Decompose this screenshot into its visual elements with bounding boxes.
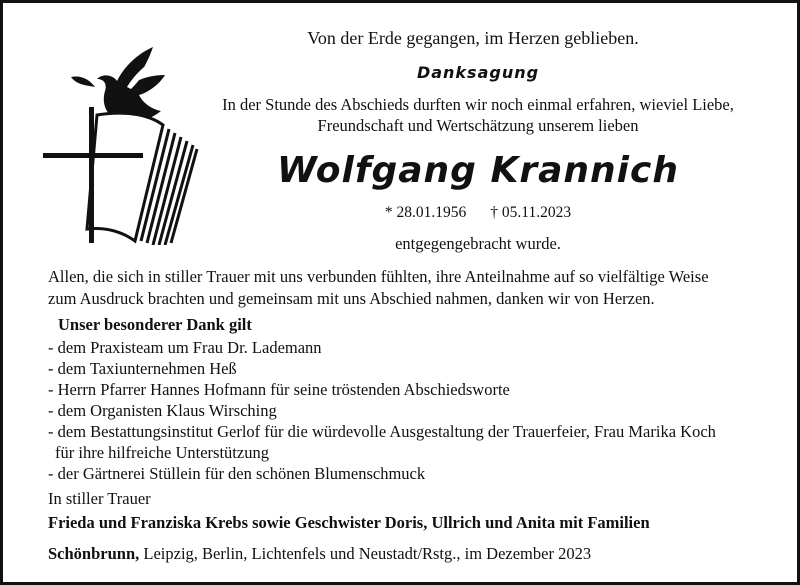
- paragraph-line-1: Allen, die sich in stiller Trauer mit uns verbunden fühlten, ihre Anteilnahme auf so vielfältige Weise: [48, 267, 709, 286]
- death-date: † 05.11.2023: [490, 204, 572, 221]
- intro-line-2: Freundschaft und Wertschätzung unserem lieben: [317, 116, 639, 135]
- dove-cross-book-emblem: [41, 45, 211, 245]
- paragraph-line-2: zum Ausdruck brachten und gemeinsam mit uns Abschied nahmen, danken wir von Herzen.: [48, 289, 655, 308]
- thanks-item: - Herrn Pfarrer Hannes Hofmann für seine tröstenden Abschiedsworte: [48, 380, 510, 399]
- life-dates: [333, 203, 623, 223]
- motto-line: Von der Erde gegangen, im Herzen geblieben.: [307, 28, 639, 48]
- thanks-item: - der Gärtnerei Stüllein für den schönen Blumenschmuck: [48, 464, 426, 483]
- received-line: entgegengebracht wurde.: [395, 234, 561, 253]
- thanks-item: - dem Taxiunternehmen Heß: [48, 359, 237, 378]
- place-bold: Schönbrunn,: [48, 544, 140, 563]
- thanks-item: - dem Bestattungsinstitut Gerlof für die würdevolle Ausgestaltung der Trauerfeier, Frau Marika Koch: [48, 422, 716, 441]
- dove-icon: [71, 47, 165, 122]
- intro-line-1: In der Stunde des Abschieds durften wir noch einmal erfahren, wieviel Liebe,: [222, 95, 734, 114]
- deceased-name: Wolfgang Krannich: [277, 150, 679, 191]
- thanks-item: - dem Praxisteam um Frau Dr. Lademann: [48, 338, 322, 357]
- place-date-line: [48, 544, 591, 564]
- place-rest: Leipzig, Berlin, Lichtenfels und Neustadt/Rstg., im Dezember 2023: [139, 544, 592, 563]
- thanks-item-continuation: für ihre hilfreiche Unterstützung: [55, 443, 269, 462]
- heading-danksagung: Danksagung: [416, 63, 540, 82]
- birth-date: * 28.01.1956: [384, 204, 467, 221]
- mourners-line: Frieda und Franziska Krebs sowie Geschwister Doris, Ullrich und Anita mit Familien: [48, 513, 650, 532]
- thanks-item: - dem Organisten Klaus Wirsching: [48, 401, 277, 420]
- thanks-heading: Unser besonderer Dank gilt: [58, 315, 252, 334]
- book-icon: [87, 113, 197, 245]
- closing-line: In stiller Trauer: [48, 489, 151, 508]
